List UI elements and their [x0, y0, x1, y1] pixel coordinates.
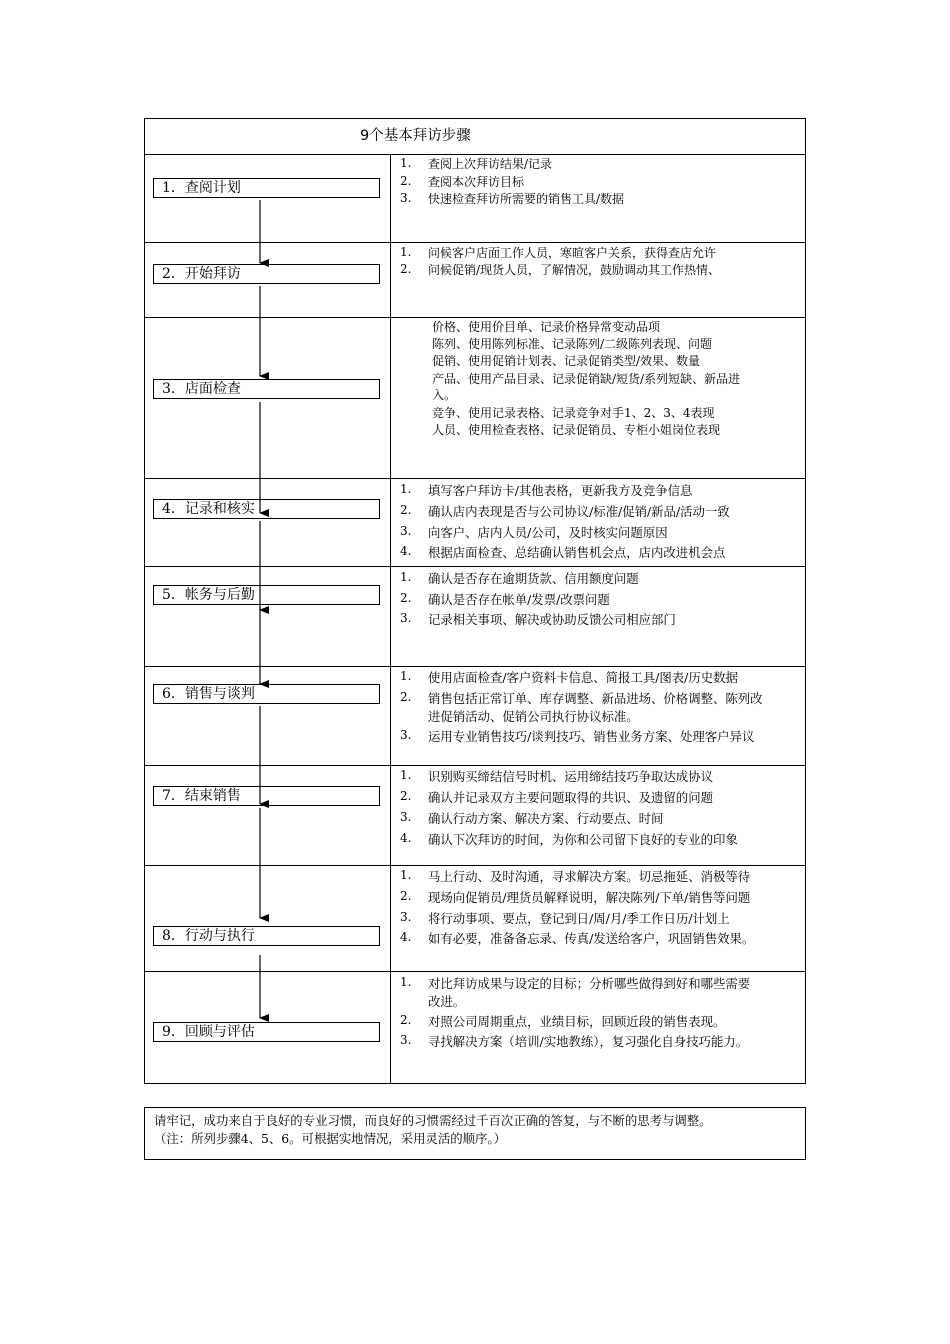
list-item: 对比拜访成果与设定的目标；分析哪些做得到好和哪些需要: [428, 976, 751, 991]
list-item: 马上行动、及时沟通，寻求解决方案。切忌拖延、消极等待: [428, 869, 751, 884]
list-item: 确认行动方案、解决方案、行动要点、时间: [428, 811, 664, 826]
list-number: 3.: [400, 1033, 412, 1047]
list-item: 确认下次拜访的时间，为你和公司留下良好的专业的印象: [428, 832, 738, 847]
list-item: 记录相关事项、解决或协助反馈公司相应部门: [428, 612, 676, 627]
page-title: 9个基本拜访步骤: [360, 128, 471, 144]
list-number: 4.: [400, 544, 412, 558]
list-item: 陈列、使用陈列标准、记录陈列/二级陈列表现、问题: [432, 337, 713, 351]
list-number: 3.: [400, 728, 412, 742]
list-item: 使用店面检查/客户资料卡信息、简报工具/图表/历史数据: [428, 670, 738, 685]
list-item: 确认店内表现是否与公司协议/标准/促销/新品/活动一致: [428, 504, 730, 519]
list-item: 确认并记录双方主要问题取得的共识、及遗留的问题: [428, 790, 713, 805]
list-item: 产品、使用产品目录、记录促销缺/短货/系列短缺、新品进: [432, 372, 741, 386]
list-number: 3.: [400, 611, 412, 625]
list-number: 2.: [400, 789, 412, 803]
list-item: 如有必要，准备备忘录、传真/发送给客户，巩固销售效果。: [428, 931, 755, 946]
list-number: 2.: [400, 889, 412, 903]
list-number: 1.: [400, 245, 412, 259]
list-number: 4.: [400, 930, 412, 944]
step-8-box: 8．行动与执行: [153, 926, 380, 946]
list-item: 将行动事项、要点，登记到日/周/月/季工作日历/计划上: [428, 911, 730, 926]
list-item: 根据店面检查、总结确认销售机会点，店内改进机会点: [428, 545, 726, 560]
list-number: 2.: [400, 503, 412, 517]
footer-note: 请牢记，成功来自于良好的专业习惯，而良好的习惯需经过千百次正确的答复，与不断的思考与调整。: [154, 1113, 712, 1128]
list-number: 1.: [400, 975, 412, 989]
list-item: 填写客户拜访卡/其他表格，更新我方及竞争信息: [428, 483, 693, 498]
list-item: 快速检查拜访所需要的销售工具/数据: [428, 192, 625, 206]
list-item: 寻找解决方案（培训/实地教练），复习强化自身技巧能力。: [428, 1034, 749, 1049]
step-1-box: 1．查阅计划: [153, 178, 380, 198]
list-number: 2.: [400, 591, 412, 605]
list-number: 3.: [400, 191, 412, 205]
list-item: 价格、使用价目单、记录价格异常变动品项: [432, 320, 661, 334]
list-number: 1.: [400, 156, 412, 170]
step-3-box: 3．店面检查: [153, 379, 380, 399]
list-number: 1.: [400, 570, 412, 584]
list-item: 问候客户店面工作人员，寒暄客户关系，获得查店允许: [428, 246, 717, 260]
step-9-box: 9．回顾与评估: [153, 1022, 380, 1042]
list-item: 向客户、店内人员/公司，及时核实问题原因: [428, 525, 668, 540]
step-2-box: 2．开始拜访: [153, 264, 380, 284]
list-item: 问候促销/现货人员，了解情况，鼓励调动其工作热情、: [428, 263, 721, 277]
list-number: 1.: [400, 768, 412, 782]
list-item: 现场向促销员/理货员解释说明，解决陈列/下单/销售等问题: [428, 890, 751, 905]
step-6-box: 6．销售与谈判: [153, 684, 380, 704]
list-item: 促销、使用促销计划表、记录促销类型/效果、数量: [432, 354, 701, 368]
list-item: 查阅本次拜访目标: [428, 175, 525, 189]
list-number: 1.: [400, 482, 412, 496]
list-number: 3.: [400, 524, 412, 538]
list-number: 2.: [400, 690, 412, 704]
step-5-box: 5．帐务与后勤: [153, 585, 380, 605]
list-item: 确认是否存在逾期货款、信用额度问题: [428, 571, 639, 586]
list-item: 对照公司周期重点，业绩目标，回顾近段的销售表现。: [428, 1014, 726, 1029]
list-item: 进促销活动、促销公司执行协议标准。: [428, 709, 639, 724]
step-4-box: 4．记录和核实: [153, 499, 380, 519]
list-item: 人员、使用检查表格、记录促销员、专柜小姐岗位表现: [432, 423, 721, 437]
footer-remark: （注：所列步骤4、5、6。可根据实地情况，采用灵活的顺序。）: [154, 1131, 506, 1146]
list-item: 改进。: [428, 994, 466, 1009]
list-number: 1.: [400, 868, 412, 882]
list-item: 竞争、使用记录表格、记录竞争对手1、2、3、4表现: [432, 406, 715, 420]
list-item: 查阅上次拜访结果/记录: [428, 157, 553, 171]
list-number: 2.: [400, 174, 412, 188]
list-item: 确认是否存在帐单/发票/改票问题: [428, 592, 610, 607]
list-number: 3.: [400, 810, 412, 824]
step-7-box: 7．结束销售: [153, 786, 380, 806]
list-number: 2.: [400, 1013, 412, 1027]
list-number: 1.: [400, 669, 412, 683]
list-item: 销售包括正常订单、库存调整、新品进场、价格调整、陈列改: [428, 691, 763, 706]
list-number: 3.: [400, 910, 412, 924]
list-item: 运用专业销售技巧/谈判技巧、销售业务方案、处理客户异议: [428, 729, 755, 744]
list-number: 2.: [400, 262, 412, 276]
list-item: 入。: [432, 388, 457, 402]
list-number: 4.: [400, 831, 412, 845]
list-item: 识别购买缔结信号时机、运用缔结技巧争取达成协议: [428, 769, 713, 784]
